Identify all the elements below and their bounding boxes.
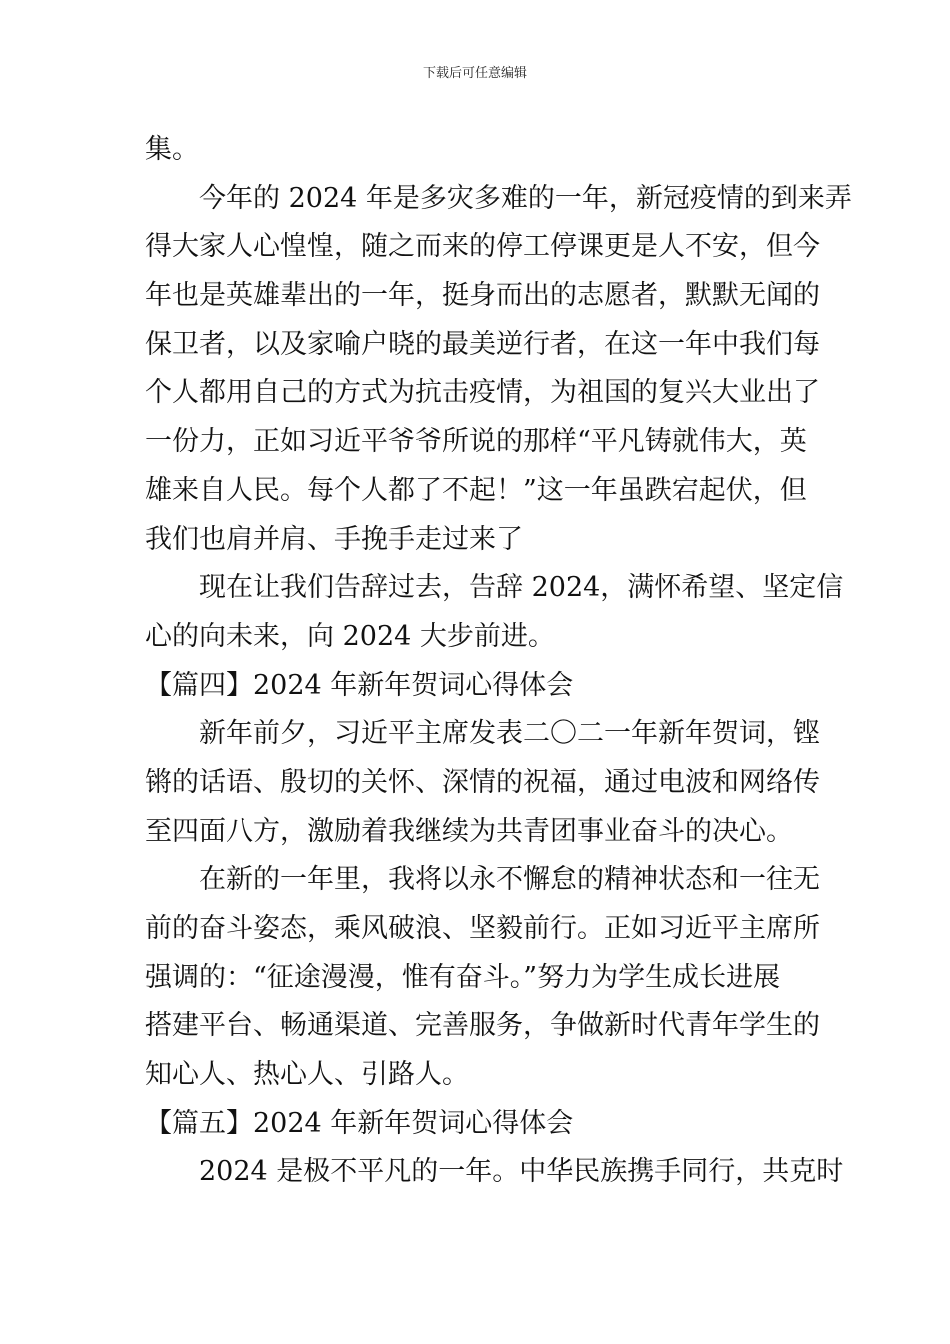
text-line: 保卫者，以及家喻户晓的最美逆行者，在这一年中我们每 <box>145 328 820 360</box>
text-line: 一份力，正如习近平爷爷所说的那样“平凡铸就伟大，英 <box>145 426 807 458</box>
text-line: 年也是英雄辈出的一年，挺身而出的志愿者，默默无闻的 <box>145 280 820 312</box>
text-line: 强调的：“征途漫漫，惟有奋斗。”努力为学生成长进展 <box>145 961 781 993</box>
section-heading: 【篇五】2024 年新年贺词心得体会 <box>145 1107 574 1139</box>
document-body <box>145 126 852 1197</box>
text-line: 我们也肩并肩、手挽手走过来了 <box>145 523 523 555</box>
text-line: 个人都用自己的方式为抗击疫情，为祖国的复兴大业出了 <box>145 377 820 409</box>
text-line: 知心人、热心人、引路人。 <box>145 1059 469 1091</box>
text-line: 至四面八方，激励着我继续为共青团事业奋斗的决心。 <box>145 815 793 847</box>
page-header: 下载后可任意编辑 <box>422 66 527 81</box>
text-line: 得大家人心惶惶，随之而来的停工停课更是人不安，但今 <box>145 231 820 263</box>
text-line: 心的向未来，向 2024 大步前进。 <box>145 620 555 652</box>
paragraph-start-line: 现在让我们告辞过去，告辞 2024，满怀希望、坚定信 <box>199 572 844 604</box>
paragraph-start-line: 在新的一年里，我将以永不懈怠的精神状态和一往无 <box>199 864 820 896</box>
text-line: 锵的话语、殷切的关怀、深情的祝福，通过电波和网络传 <box>145 766 820 798</box>
paragraph-start-line: 新年前夕，习近平主席发表二〇二一年新年贺词，铿 <box>199 718 820 750</box>
section-heading: 【篇四】2024 年新年贺词心得体会 <box>145 669 574 701</box>
text-line: 搭建平台、畅通渠道、完善服务，争做新时代青年学生的 <box>145 1010 820 1042</box>
text-line: 集。 <box>145 134 199 165</box>
paragraph-start-line: 2024 是极不平凡的一年。中华民族携手同行，共克时 <box>199 1156 844 1188</box>
paragraph-start-line: 今年的 2024 年是多灾多难的一年，新冠疫情的到来弄 <box>199 182 852 214</box>
text-line: 雄来自人民。每个人都了不起！”这一年虽跌宕起伏，但 <box>145 474 807 506</box>
text-line: 前的奋斗姿态，乘风破浪、坚毅前行。正如习近平主席所 <box>145 913 820 944</box>
